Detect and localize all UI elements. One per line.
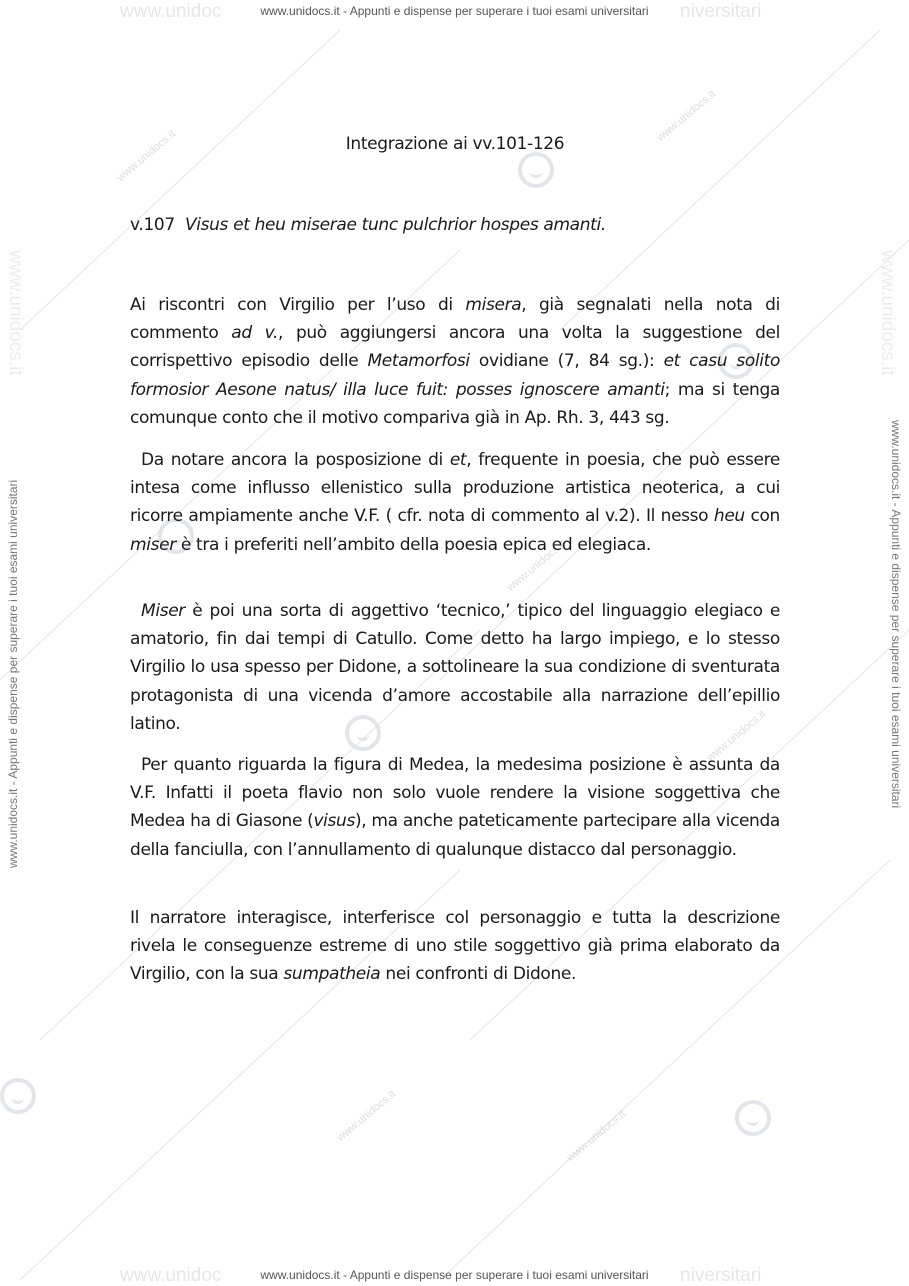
watermark-left-vertical: www.unidocs.it - Appunti e dispense per superare i tuoi esami universitari — [6, 479, 20, 868]
document-title: Integrazione ai vv.101-126 — [345, 134, 565, 154]
verse-text: Visus et heu miserae tunc pulchrior hospes amanti. — [184, 215, 606, 235]
watermark-ghost-left-bottom: www.unidoc — [120, 1265, 222, 1286]
watermark-diagonal-text: www.unidocs.it — [704, 708, 769, 764]
text-run: ovidiane (7, 84 sg.): — [469, 351, 664, 372]
text-run: è poi una sorta di aggettivo ‘tecnico,’ tipico del linguaggio elegiaco e amatorio, fin dai tempi di Catullo. Come detto ha largo impiego, e lo stesso Virgilio lo usa spesso per Didone, a sottolineare la sua condizione di sventurata protagonista di una vicenda d’amore accostabile alla narrazione dell’epillio latino. — [130, 601, 780, 734]
italic-text: sumpatheia — [283, 964, 381, 985]
watermark-right-vertical: www.unidocs.it - Appunti e dispense per superare i tuoi esami universitari — [889, 420, 903, 809]
paragraph — [130, 291, 780, 432]
italic-text: et casu solito formosior Aesone natus/ illa luce fuit: posses ignoscere amanti — [130, 351, 780, 400]
watermark-ghost-right: niversitari — [680, 1, 762, 22]
paragraph — [130, 751, 780, 864]
italic-text: Miser — [141, 601, 185, 621]
text-run: Il narratore interagisce, interferisce col personaggio e tutta la descrizione rivela le conseguenze estreme di uno stile soggettivo già prima elaborato da Virgilio, con la sua — [130, 908, 780, 985]
italic-text: Metamorfosi — [367, 351, 470, 372]
watermark-diagonal-text: www.unidocs.it — [564, 1108, 629, 1164]
text-run: Da notare ancora la posposizione di — [141, 450, 450, 470]
paragraph — [130, 597, 780, 738]
watermark-diagonal-text: www.unidocs.it — [654, 88, 719, 144]
italic-text: et — [449, 450, 467, 470]
verse-heading — [130, 211, 606, 239]
text-run: ; ma si tenga comunque conto che il motivo compariva già in Ap. Rh. 3, 443 sg. — [130, 379, 780, 428]
watermark-footer: www.unidocs.it - Appunti e dispense per superare i tuoi esami universitari — [260, 1268, 649, 1282]
text-run: , può aggiungersi ancora una volta la suggestione del corrispettivo episodio delle — [130, 323, 780, 372]
text-run: Ai riscontri con Virgilio per l’uso di — [130, 295, 466, 315]
watermark-diagonal-text: www.unidocs.it — [504, 538, 569, 594]
text-run: con — [744, 506, 780, 527]
text-run: , già segnalati nella nota di commento — [130, 295, 780, 344]
italic-text: miser — [130, 534, 176, 555]
paragraph — [130, 904, 780, 989]
text-run: è tra i preferiti nell’ambito della poesia epica ed elegiaca. — [175, 534, 651, 555]
watermark-diagonal-text: www.unidocs.it — [114, 128, 179, 184]
watermark-header: www.unidocs.it - Appunti e dispense per superare i tuoi esami universitari — [260, 4, 649, 18]
italic-text: ad v. — [231, 323, 279, 344]
verse-number: v.107 — [130, 215, 175, 235]
watermark-ghost-left: www.unidoc — [120, 1, 222, 22]
text-run: nei confronti di Didone. — [380, 964, 577, 985]
watermark-diagonal-text: www.unidocs.it — [334, 1088, 399, 1144]
unidocs-logo-icon — [735, 1100, 771, 1136]
text-run: , frequente in poesia, che può essere intesa come influsso ellenistico sulla produzione artistica neoterica, a cui ricorre ampiamente anche V.F. ( cfr. nota di commento al v.2). Il nesso — [130, 450, 780, 527]
italic-text: heu — [713, 506, 745, 527]
italic-text: visus — [313, 811, 355, 832]
watermark-side-ghost-right: www.unidocs.it — [877, 250, 898, 376]
unidocs-logo-icon — [0, 1078, 36, 1114]
text-run: ), ma anche pateticamente partecipare alla vicenda della fanciulla, con l’annullamento di qualunque distacco dal personaggio. — [130, 811, 780, 860]
watermark-side-ghost-left: www.unidocs.it — [5, 250, 26, 376]
text-run: Per quanto riguarda la figura di Medea, la medesima posizione è assunta da V.F. Infatti il poeta flavio non solo vuole rendere la visione soggettiva che Medea ha di Giasone ( — [130, 755, 780, 832]
watermark-ghost-right-bottom: niversitari — [680, 1265, 762, 1286]
italic-text: misera — [465, 295, 522, 315]
paragraph — [130, 446, 780, 559]
